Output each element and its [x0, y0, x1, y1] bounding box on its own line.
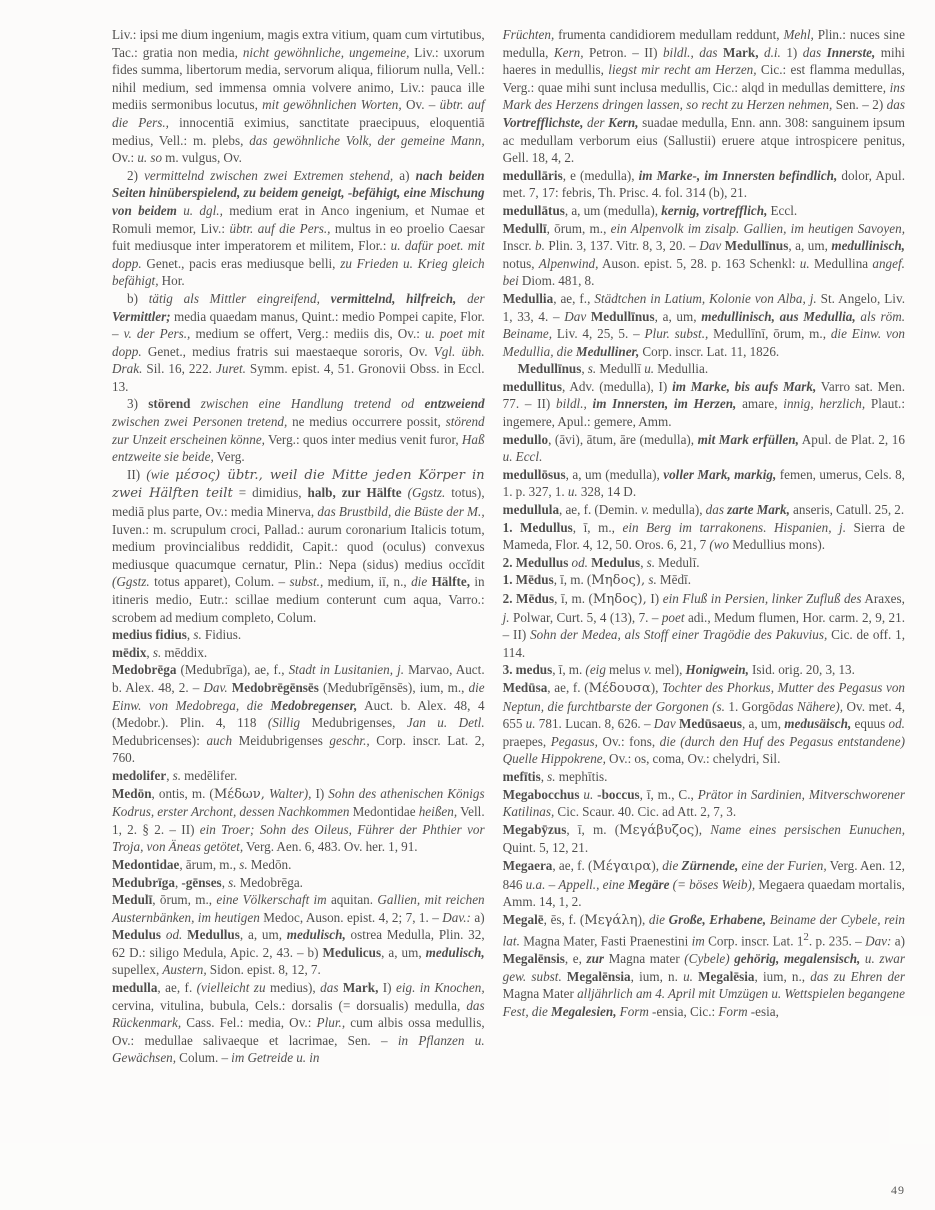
dictionary-entry: 1. Medullus, ī, m., ein Berg im tarrakonens. Hispanien, j. Sierra de Mameda, Flor. 4, 12, 50. Oros. 6, 21, 7 (wo Medullius mons). — [502, 519, 905, 553]
dictionary-entry: 2. Medullus od. Medulus, s. Medulī. — [502, 554, 700, 570]
left-text-column — [112, 26, 497, 1210]
dictionary-entry: Medulī, ōrum, m., eine Völkerschaft im aquitan. Gallien, mit reichen Austernbänken, im heutigen Medoc, Auson. epist. 4, 2; 7, 1. – Dav.: a) Medulus od. Medullus, a, um, medulisch, ostrea Medulla, Plin. 32, 62 D.: siligo Medula, Apic. 2, 43. – b) Medulicus, a, um, medulisch, supellex, Austern, Sidon. epist. 8, 12, 7. — [112, 892, 485, 978]
dictionary-entry: Medullia, ae, f., Städtchen in Latium, Kolonie von Alba, j. St. Angelo, Liv. 1, 33, 4. – Dav Medullīnus, a, um, medullinisch, aus Medullia, als röm. Beiname, Liv. 4, 25, 5. – Plur. subst., Medullīnī, ōrum, m., die Einw. von Medullia, die Medulliner, Corp. inscr. Lat. 11, 1826. — [502, 290, 906, 359]
dictionary-entry: Medontidae, ārum, m., s. Medōn. — [112, 856, 292, 872]
dictionary-entry: medullo, (āvi), ātum, āre (medulla), mit Mark erfüllen, Apul. de Plat. 2, 16 u. Eccl. — [502, 431, 905, 465]
dictionary-entry: Medullīnus, s. Medullī u. Medullia. — [517, 361, 709, 377]
dictionary-entry: medullula, ae, f. (Demin. v. medulla), das zarte Mark, anseris, Catull. 25, 2. — [502, 502, 905, 518]
dictionary-entry: Medubrīga, -gēnses, s. Medobrēga. — [112, 874, 303, 890]
dictionary-entry: 1. Mēdus, ī, m. (Μηδος), s. Mēdī. — [502, 572, 692, 589]
dictionary-entry: II) (wie μέσος) übtr., weil die Mitte jeden Körper in zwei Hälften teilt = dimidius, halb, zur Hälfte (Ggstz. totus), mediā plus parte, Ov.: media Minerva, das Brustbild, die Büste der M., Iuven.: m. scrupulum croci, Pallad.: aurum coronarium Italicis totum, medium provincialibus reddidit, Capit.: quod (oculus) convexus mediusque quacumque cernatur, Plin.: Nepa (sidus) medius occĭdit (Ggstz. totus apparet), Colum. – subst., medium, iī, n., die Hälfte, in itineris medio, Eutr.: scillae medium conterunt cum aqua, Varro.: scrobem ad medium completo, Colum. — [112, 466, 485, 625]
dictionary-entry: mefītis, s. mephītis. — [502, 768, 608, 784]
dictionary-entry: mēdix, s. mēddix. — [112, 644, 208, 660]
dictionary-entry: Früchten, frumenta candidiorem medullam reddunt, Mehl, Plin.: nuces sine medulla, Kern, Petron. – II) bildl., das Mark, d.i. 1) das Innerste, mihi haeres in medullis, liegst mir recht am Herzen, Cic.: est flamma medullas, Verg.: quae mihi sunt inclusa medullis, Cic.: alqd in medullas demittere, ins Mark des Herzens dringen lassen, so recht zu Herzen nehmen, Sen. – 2) das Vortrefflichste, der Kern, suadae medulla, Enn. ann. 308: sanguinem ipsum ac medullam verborum eius (Sallustii) eruere atque introspicere penitus, Gell. 18, 4, 2. — [502, 27, 905, 166]
dictionary-entry: 3) störend zwischen eine Handlung tretend od entzweiend zwischen zwei Personen tretend, ne medius occurrere possit, störend zur Unzeit erscheinen könne, Verg.: quos inter medius venit furor, Haß entzweite sie beide, Verg. — [112, 396, 485, 465]
dictionary-entry: medius fidius, s. Fidius. — [112, 627, 242, 643]
dictionary-entry: Megalē, ēs, f. (Μεγάλη), die Große, Erhabene, Beiname der Cybele, rein lat. Magna Mater, Fasti Praenestini im Corp. inscr. Lat. $1^2$. p. 235. – Dav: a) Megalēnsis, e, zur Magna mater (Cybele) gehörig, megalensisch, u. zwar gew. subst. Megalēnsia, ium, n. u. Megalēsia, ium, n., das zu Ehren der Magna Mater alljährlich am 4. April mit Umzügen u. Wettspielen begangene Fest, die Megalesien, Form -ensia, Cic.: Form -esia, — [502, 911, 906, 1020]
dictionary-entry: Megabȳzus, ī, m. (Μεγάβυζος), Name eines persischen Eunuchen, Quint. 5, 12, 21. — [502, 821, 905, 856]
dictionary-entry: Medūsa, ae, f. (Μέδουσα), Tochter des Phorkus, Mutter des Pegasus von Neptun, die furchtbarste der Gorgonen (s. 1. Gorgōdas Nähere), Ov. met. 4, 655 u. 781. Lucan. 8, 626. – Dav Medūsaeus, a, um, medusäisch, equus od. praepes, Pegasus, Ov.: fons, die (durch den Huf des Pegasus entstandene) Quelle Hippokrene, Ov.: os, coma, Ov.: chelydri, Sil. — [502, 679, 906, 767]
dictionary-entry: 2. Mēdus, ī, m. (Μηδος), I) ein Fluß in Persien, linker Zufluß des Araxes, j. Polwar, Curt. 5, 4 (13), 7. – poet adi., Medum flumen, Hor. carm. 2, 9, 21. – II) Sohn der Medea, als Stoff einer Tragödie des Pakuvius, Cic. de off. 1, 114. — [502, 591, 905, 660]
dictionary-entry: medulla, ae, f. (vielleicht zu medius), das Mark, I) eig. in Knochen, cervina, vitulina, bubula, Cels.: dorsalis (= dorsualis) medulla, das Rückenmark, Cass. Fel.: media, Ov.: Plur., cum albis ossa medullis, Ov.: medullae salivaeque et lacrimae, Sen. – in Pflanzen u. Gewächsen, Colum. – im Getreide u. in — [112, 980, 485, 1066]
dictionary-entry: medullitus, Adv. (medulla), I) im Marke, bis aufs Mark, Varro sat. Men. 77. – II) bildl., im Innersten, im Herzen, amare, innig, herzlich, Plaut.: ingemere, Apul.: gemere, Amm. — [502, 378, 905, 430]
dictionary-entry: medullōsus, a, um (medulla), voller Mark, markig, femen, umerus, Cels. 8, 1. p. 327, 1. u. 328, 14 D. — [502, 466, 905, 500]
page-number: 49 — [891, 1183, 905, 1197]
dictionary-entry: Medullī, ōrum, m., ein Alpenvolk im zisalp. Gallien, im heutigen Savoyen, Inscr. b. Plin. 3, 137. Vitr. 8, 3, 20. – Dav Medullīnus, a, um, medullinisch, notus, Alpenwind, Auson. epist. 5, 28. p. 163 Schenkl: u. Medullina angef. bei Diom. 481, 8. — [502, 220, 905, 289]
right-text-column — [497, 26, 905, 1210]
dictionary-entry: b) tätig als Mittler eingreifend, vermittelnd, hilfreich, der Vermittler; media quaedam manus, Quint.: medio Pompei capite, Flor. – v. der Pers., medium se offert, Verg.: mediis dis, Ov.: u. poet mit dopp. Genet., medius fratris sui maestaeque sororis, Ov. Vgl. übh. Drak. Sil. 16, 222. Juret. Symm. epist. 4, 51. Gronovii Obss. in Eccl. 13. — [112, 290, 485, 394]
dictionary-entry: 2) vermittelnd zwischen zwei Extremen stehend, a) nach beiden Seiten hinüberspielend, zu beidem geneigt, -befähigt, eine Mischung von beidem u. dgl., medium erat in Anco ingenium, et Numae et Romuli memor, Liv.: übtr. auf die Pers., multus in eo proelio Caesar fuit mediusque inter imperatorem et militem, Flor.: u. dafür poet. mit dopp. Genet., pacis eras mediusque belli, zu Frieden u. Krieg gleich befähigt, Hor. — [112, 167, 485, 289]
dictionary-entry: Liv.: ipsi me dium ingenium, magis extra vitium, quam cum virtutibus, Tac.: gratia non media, nicht gewöhnliche, ungemeine, Liv.: uxorum fides summa, libertorum media, servorum aliqua, filiorum nulla, Vell.: nihil medium, sed immensa omnia volvere animo, Liv.: pauca ille mediis sermonibus locutus, mit gewöhnlichen Worten, Ov. – übtr. auf die Pers., innocentiā eximius, sanctitate praecipuus, eloquentiā medius, Vell.: m. plebs, das gewöhnliche Volk, der gemeine Mann, Ov.: u. so m. vulgus, Ov. — [112, 27, 485, 166]
dictionary-entry: medullāris, e (medulla), im Marke-, im Innersten befindlich, dolor, Apul. met. 7, 17: febris, Th. Prisc. 4. fol. 314 (b), 21. — [502, 167, 905, 201]
dictionary-entry: 3. medus, ī, m. (eig melus v. mel), Honigwein, Isid. orig. 20, 3, 13. — [502, 662, 855, 678]
dictionary-entry: Medobrēga (Medubrīga), ae, f., Stadt in Lusitanien, j. Marvao, Auct. b. Alex. 48, 2. – Dav. Medobrēgēnsēs (Medubrīgēnsēs), ium, m., die Einw. von Medobrega, die Medobregenser, Auct. b. Alex. 48, 4 (Medobr.). Plin. 4, 118 (Sillig Medubrigenses, Jan u. Detl. Medubricenses): auch Meidubrigenses geschr., Corp. inscr. Lat. 2, 760. — [112, 662, 485, 766]
dictionary-entry: Megabocchus u. -boccus, ī, m., C., Prätor in Sardinien, Mitverschworener Katilinas, Cic. Scaur. 40. Cic. ad Att. 2, 7, 3. — [502, 786, 906, 820]
dictionary-entry: Medōn, ontis, m. (Μέδων, Walter), I) Sohn des athenischen Königs Kodrus, erster Archont, dessen Nachkommen Medontidae heißen, Vell. 1, 2. § 2. – II) ein Troer; Sohn des Oileus, Führer der Phthier vor Troja, von Äneas getötet, Verg. Aen. 6, 483. Ov. her. 1, 91. — [112, 785, 485, 855]
dictionary-entry: medolifer, s. medēlifer. — [112, 767, 238, 783]
dictionary-entry: medullātus, a, um (medulla), kernig, vortrefflich, Eccl. — [502, 202, 798, 218]
dictionary-entry: Megaera, ae, f. (Μέγαιρα), die Zürnende, eine der Furien, Verg. Aen. 12, 846 u.a. – Appell., eine Megäre (= böses Weib), Megaera quaedam mortalis, Amm. 14, 1, 2. — [502, 857, 905, 910]
